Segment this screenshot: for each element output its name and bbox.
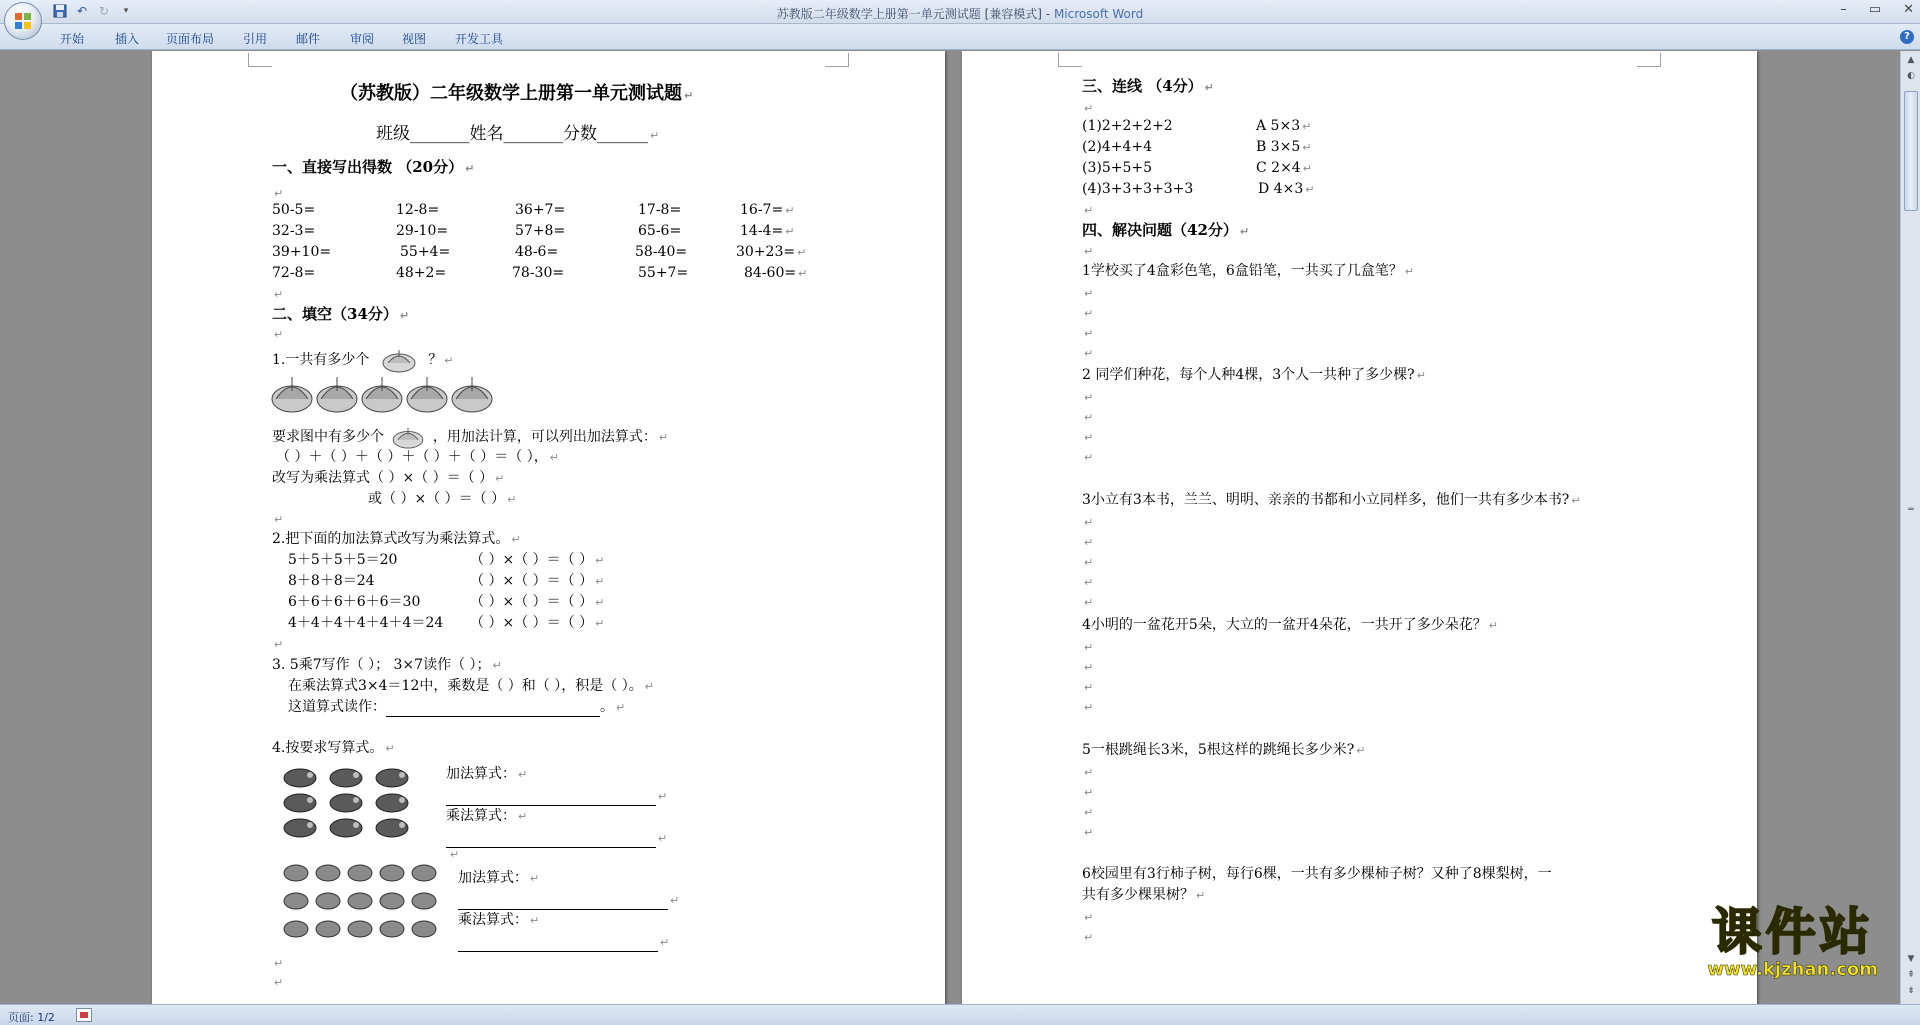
vertical-scrollbar[interactable] (1900, 51, 1920, 1004)
problem-5: 5一根跳绳长3米，5根这样的跳绳长多少米? ↵ (1082, 742, 1366, 758)
question-1-multiplication-alt: 或（ ）×（ ）＝（ ） ↵ (368, 491, 517, 507)
blank-paragraph: ↵ (1084, 204, 1094, 217)
blank-paragraph: ↵ (274, 638, 284, 651)
page-title: （苏教版）二年级数学上册第一单元测试题 ↵ (340, 83, 694, 104)
blank-paragraph: ↵ (274, 513, 284, 526)
mul-expression-label: 乘法算式： ↵ (446, 808, 528, 824)
match-left-item: (2)4+4+4 (1082, 139, 1153, 155)
question-4-title: 4.按要求写算式。 ↵ (272, 740, 395, 756)
watermark-text: 课件站 (1711, 903, 1874, 961)
split-handle-icon[interactable]: ═ (1908, 505, 1914, 515)
tab-mailings[interactable]: 邮件 (296, 32, 321, 46)
q2-blank: （ ）×（ ）＝（ ） ↵ (470, 573, 605, 589)
q2-addition: 8＋8＋8＝24 (288, 573, 375, 589)
q2-addition: 5＋5＋5＋5＝20 (288, 552, 398, 568)
calc-item: 12-8= (396, 202, 440, 218)
window-controls (1840, 2, 1914, 17)
blank-paragraph: ↵ (274, 288, 284, 301)
watermark-url: www.kjzhan.com (1707, 959, 1878, 980)
calc-item: 58-40= (635, 244, 688, 260)
undo-icon[interactable]: ↶ (76, 4, 88, 18)
blank-paragraph: ↵ (450, 848, 460, 861)
blank-paragraph: ↵ (1084, 391, 1094, 404)
section-2-title: 二、填空（34分） ↵ (272, 305, 410, 323)
scroll-down-icon[interactable]: ▼ (1907, 954, 1915, 964)
match-left-item: (1)2+2+2+2 (1082, 118, 1173, 134)
problem-6: 6校园里有3行柿子树，每行6棵，一共有多少棵柿子树？又种了8棵梨树，一 (1082, 866, 1552, 882)
garlic-icon (380, 347, 418, 373)
app-name: Microsoft Word (1053, 7, 1144, 21)
q2-addition: 4＋4＋4＋4＋4＋4＝24 (288, 615, 444, 631)
calc-item: 55+7= (638, 265, 689, 281)
redo-icon[interactable]: ↻ (98, 4, 110, 18)
garlic-group-image (270, 371, 498, 415)
minimize-icon[interactable]: – (1840, 2, 1847, 17)
student-info-line: 班级_______姓名_______分数______ ↵ (376, 124, 660, 144)
calc-item: 55+4= (400, 244, 451, 260)
add-expression-label: 加法算式： ↵ (458, 870, 540, 886)
document-page-2[interactable] (962, 51, 1757, 1004)
blank-paragraph: ↵ (1084, 287, 1094, 300)
add-expression-label: 加法算式： ↵ (446, 766, 528, 782)
kjzhan-watermark-logo (1707, 905, 1878, 980)
tab-view[interactable]: 视图 (402, 32, 427, 46)
match-right-item: D 4×3 ↵ (1258, 181, 1315, 197)
blank-paragraph: ↵ (1084, 327, 1094, 340)
margin-corner-mark (1637, 53, 1661, 67)
q2-blank: （ ）×（ ）＝（ ） ↵ (470, 594, 605, 610)
q2-blank: （ ）×（ ）＝（ ） ↵ (470, 615, 605, 631)
blank-paragraph: ↵ (1084, 556, 1094, 569)
calc-item: 14-4= ↵ (740, 223, 795, 239)
calc-item: 36+7= (515, 202, 566, 218)
answer-line[interactable]: ↵ (458, 933, 669, 952)
office-logo-icon (14, 12, 32, 30)
blank-paragraph: ↵ (274, 328, 284, 341)
calc-item: 48+2= (396, 265, 447, 281)
close-icon[interactable]: ✕ (1903, 2, 1914, 17)
blank-paragraph: ↵ (1084, 451, 1094, 464)
title-bar (0, 0, 1920, 24)
blank-paragraph: ↵ (274, 187, 284, 200)
garlic-icon (390, 425, 426, 449)
blank-paragraph: ↵ (1084, 596, 1094, 609)
blank-paragraph: ↵ (1084, 641, 1094, 654)
tab-review[interactable]: 审阅 (350, 32, 375, 46)
answer-line[interactable]: ↵ (458, 891, 679, 910)
tab-page-layout[interactable]: 页面布局 (166, 32, 215, 46)
calc-item: 16-7= ↵ (740, 202, 795, 218)
calc-item: 50-5= (272, 202, 316, 218)
blank-paragraph: ↵ (1084, 431, 1094, 444)
document-page-1[interactable] (152, 51, 945, 1004)
calc-item: 78-30= (512, 265, 565, 281)
ruler-toggle-icon[interactable]: ◐ (1907, 71, 1915, 81)
calc-item: 30+23= ↵ (736, 244, 807, 260)
proofing-status-icon[interactable] (76, 1008, 92, 1022)
question-1-multiplication: 改写为乘法算式（ ）×（ ）＝（ ） ↵ (272, 470, 505, 486)
match-right-item: B 3×5 ↵ (1256, 139, 1312, 155)
blank-paragraph: ↵ (1084, 536, 1094, 549)
tab-references[interactable]: 引用 (243, 32, 268, 46)
calc-item: 32-3= (272, 223, 316, 239)
answer-line[interactable]: ↵ (446, 829, 667, 848)
help-icon[interactable]: ? (1900, 30, 1914, 44)
blank-paragraph: ↵ (1084, 576, 1094, 589)
match-right-item: A 5×3 ↵ (1256, 118, 1312, 134)
question-3-line-3: 这道算式读作： 。 ↵ (288, 699, 626, 715)
section-4-title: 四、解决问题（42分） ↵ (1082, 221, 1250, 239)
q2-blank: （ ）×（ ）＝（ ） ↵ (470, 552, 605, 568)
blank-paragraph: ↵ (1084, 806, 1094, 819)
match-left-item: (3)5+5+5 (1082, 160, 1153, 176)
tab-home[interactable]: 开始 (60, 32, 85, 46)
problem-3: 3小立有3本书，兰兰、明明、亲亲的书都和小立同样多，他们一共有多少本书? ↵ (1082, 492, 1581, 508)
document-workspace (0, 51, 1900, 1004)
problem-1: 1学校买了4盒彩色笔，6盒铅笔，一共买了几盒笔？ ↵ (1082, 263, 1414, 279)
document-title: 苏教版二年级数学上册第一单元测试题 [兼容模式] (776, 7, 1042, 21)
answer-line[interactable]: ↵ (446, 787, 667, 806)
q2-addition: 6＋6＋6＋6＋6＝30 (288, 594, 421, 610)
question-2-title: 2.把下面的加法算式改写为乘法算式。 ↵ (272, 531, 521, 547)
question-1-instruction: 要求图中有多少个 ，用加法计算，可以列出加法算式： ↵ (272, 425, 668, 449)
blank-paragraph: ↵ (274, 957, 284, 970)
blank-paragraph: ↵ (1084, 411, 1094, 424)
ribbon-tabs (0, 24, 1920, 50)
blank-paragraph: ↵ (1084, 102, 1094, 115)
blank-paragraph: ↵ (1084, 347, 1094, 360)
blank-paragraph: ↵ (1084, 661, 1094, 674)
section-3-title: 三、连线 （4分） ↵ (1082, 77, 1214, 95)
tab-insert[interactable]: 插入 (115, 32, 140, 46)
question-3-line-1: 3. 5乘7写作（ ）； 3×7读作（ ）； ↵ (272, 657, 502, 673)
scroll-thumb[interactable] (1904, 91, 1918, 211)
customize-qat-icon[interactable]: ▾ (123, 6, 129, 16)
calc-item: 84-60= ↵ (744, 265, 808, 281)
blank-paragraph: ↵ (1084, 766, 1094, 779)
blank-paragraph: ↵ (1084, 516, 1094, 529)
tab-developer[interactable]: 开发工具 (455, 32, 504, 46)
scroll-up-icon[interactable]: ▲ (1907, 55, 1915, 65)
blank-paragraph: ↵ (1084, 911, 1094, 924)
mul-expression-label: 乘法算式： ↵ (458, 912, 540, 928)
problem-4: 4小明的一盆花开5朵，大立的一盆开4朵花，一共开了多少朵花？ ↵ (1082, 617, 1498, 633)
rabbits-image (280, 766, 428, 840)
blank-paragraph: ↵ (1084, 931, 1094, 944)
turtles-image (282, 861, 444, 943)
blank-paragraph: ↵ (1084, 701, 1094, 714)
margin-corner-mark (1058, 53, 1082, 67)
match-left-item: (4)3+3+3+3+3 (1082, 181, 1194, 197)
blank-paragraph: ↵ (1084, 786, 1094, 799)
blank-paragraph: ↵ (274, 976, 284, 989)
calc-item: 29-10= (396, 223, 449, 239)
match-right-item: C 2×4 ↵ (1256, 160, 1312, 176)
next-page-icon[interactable]: ⇟ (1907, 986, 1915, 996)
status-bar (0, 1004, 1920, 1025)
blank-paragraph: ↵ (1084, 307, 1094, 320)
calc-item: 57+8= (515, 223, 566, 239)
question-1-line: 1.一共有多少个 ？ ↵ (272, 347, 453, 373)
office-button[interactable] (4, 2, 42, 40)
blank-paragraph: ↵ (1084, 681, 1094, 694)
calc-item: 48-6= (515, 244, 559, 260)
question-1-addition: （ ）＋（ ）＋（ ）＋（ ）＋（ ）＝（ ）， ↵ (276, 449, 559, 465)
margin-corner-mark (248, 53, 272, 67)
calc-item: 72-8= (272, 265, 316, 281)
blank-paragraph: ↵ (1084, 245, 1094, 258)
calc-item: 39+10= (272, 244, 332, 260)
problem-6-continued: 共有多少棵果树？ ↵ (1082, 887, 1206, 903)
calc-item: 17-8= (638, 202, 682, 218)
section-1-title: 一、直接写出得数 （20分） ↵ (272, 158, 475, 176)
problem-2: 2 同学们种花，每个人种4棵，3个人一共种了多少棵? ↵ (1082, 367, 1426, 383)
previous-page-icon[interactable]: ⇞ (1907, 970, 1915, 980)
calc-item: 65-6= (638, 223, 682, 239)
margin-corner-mark (825, 53, 849, 67)
page-count[interactable]: 页面: 1/2 (8, 1011, 55, 1024)
blank-paragraph: ↵ (1084, 826, 1094, 839)
question-3-line-2: 在乘法算式3×4＝12中，乘数是（ ）和（ ），积是（ ）。 ↵ (288, 678, 654, 694)
maximize-icon[interactable]: ▭ (1868, 2, 1882, 17)
window-title: 苏教版二年级数学上册第一单元测试题 [兼容模式] - Microsoft Word (776, 7, 1144, 21)
